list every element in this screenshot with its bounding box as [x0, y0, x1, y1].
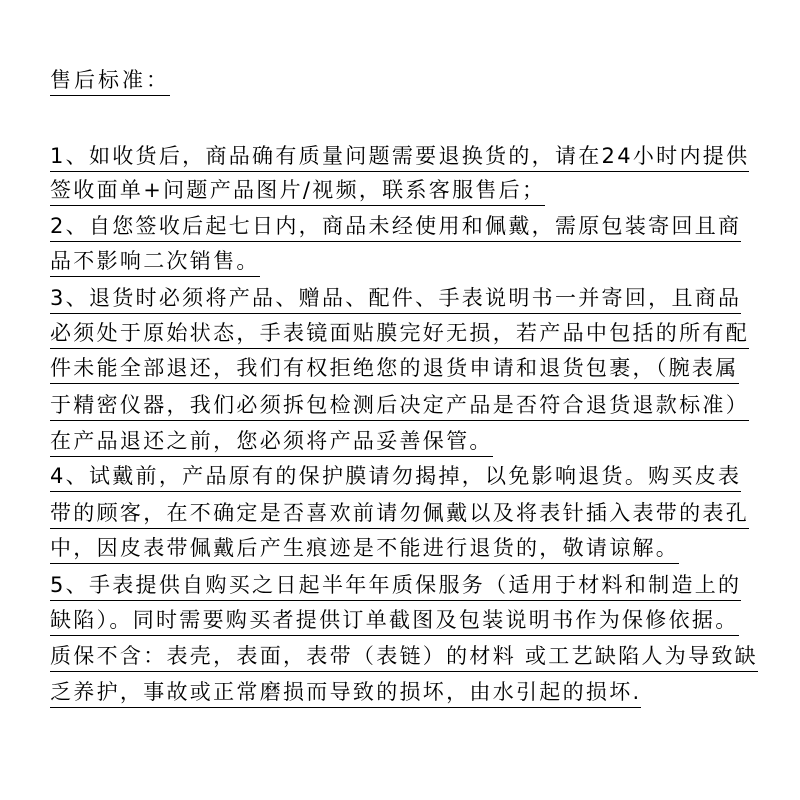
text-line-7: 件未能全部退还，我们有权拒绝您的退货申请和退货包裹，（腕表属	[50, 355, 739, 384]
text-line-3: 2、自您签收后起七日内，商品未经使用和佩戴，需原包装寄回且商	[50, 213, 741, 242]
text-line-2: 签收面单+问题产品图片/视频，联系客服售后；	[50, 177, 545, 206]
text-line-9: 在产品退还之前，您必须将产品妥善保管。	[50, 428, 493, 457]
text-line-12: 中，因皮表带佩戴后产生痕迹是不能进行退货的，敬请谅解。	[50, 535, 679, 564]
text-line-13: 5、手表提供自购买之日起半年年质保服务（适用于材料和制造上的	[50, 572, 741, 601]
text-line-16: 乏养护，事故或正常磨损而导致的损坏，由水引起的损坏.	[50, 679, 641, 708]
text-line-8: 于精密仪器，我们必须拆包检测后决定产品是否符合退货退款标准）	[50, 392, 749, 421]
text-line-14: 缺陷）。同时需要购买者提供订单截图及包装说明书作为保修依据。	[50, 607, 739, 636]
document-title: 售后标准：	[50, 67, 170, 96]
text-line-15: 质保不含：表壳，表面，表带（表链）的材料 或工艺缺陷人为导致缺	[50, 643, 758, 672]
text-line-5: 3、退货时必须将产品、赠品、配件、手表说明书一并寄回，且商品	[50, 285, 741, 314]
text-line-1: 1、如收货后，商品确有质量问题需要退换货的，请在24小时内提供	[50, 143, 749, 172]
text-line-11: 带的顾客，在不确定是否喜欢前请勿佩戴以及将表针插入表带的表孔	[50, 500, 749, 529]
text-line-4: 品不影响二次销售。	[50, 248, 260, 277]
text-line-10: 4、试戴前，产品原有的保护膜请勿揭掉，以免影响退货。购买皮表	[50, 463, 741, 492]
text-line-6: 必须处于原始状态，手表镜面贴膜完好无损，若产品中包括的所有配	[50, 320, 749, 349]
